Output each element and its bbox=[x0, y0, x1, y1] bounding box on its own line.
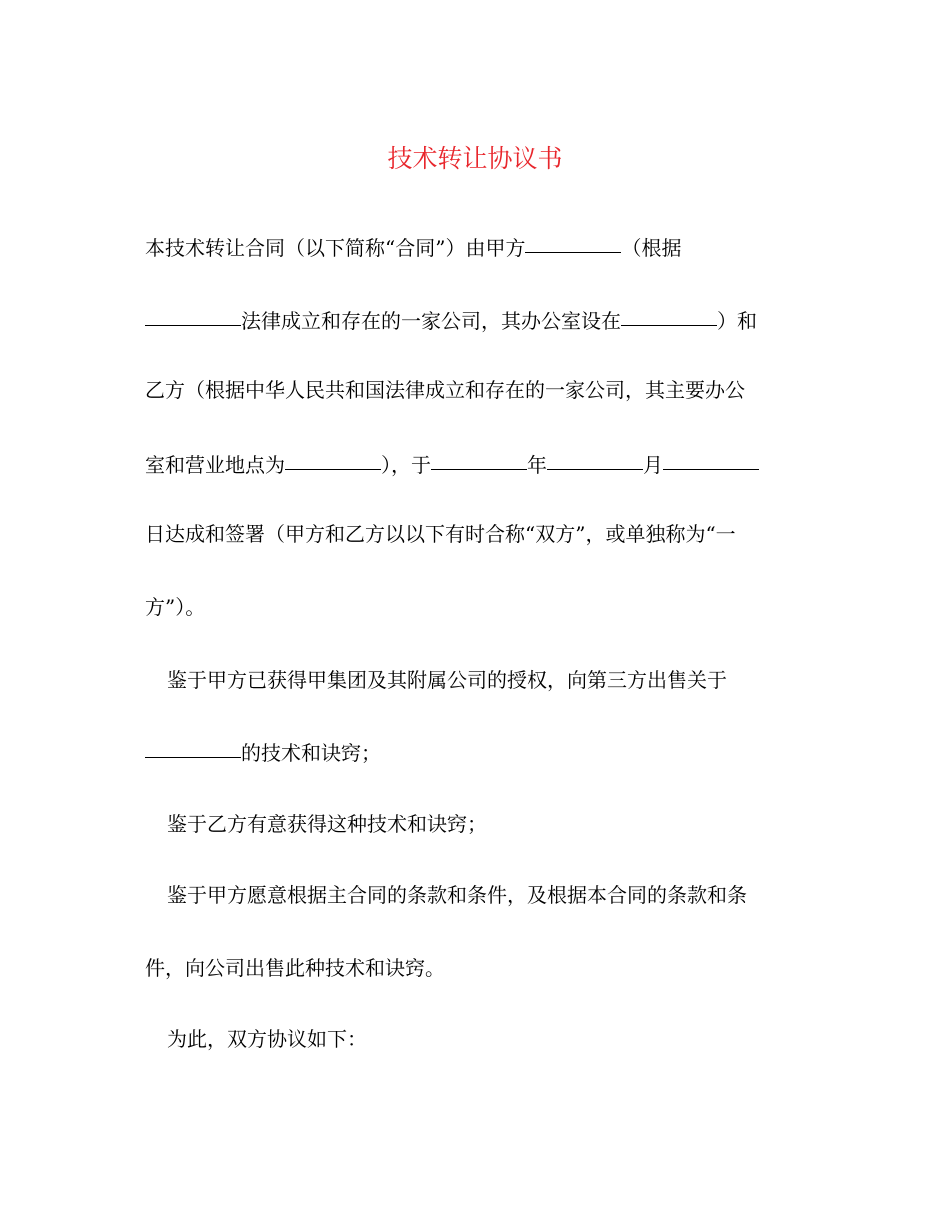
text-segment: 月 bbox=[643, 453, 663, 477]
text-segment: 室和营业地点为 bbox=[145, 453, 285, 477]
paragraph-line-8 bbox=[145, 731, 805, 771]
text-segment: 的技术和诀窍； bbox=[241, 741, 381, 765]
fill-in-blank-year[interactable] bbox=[431, 443, 527, 470]
paragraph-line-7: 鉴于甲方已获得甲集团及其附属公司的授权，向第三方出售关于 bbox=[167, 668, 727, 692]
paragraph-line-2 bbox=[145, 299, 805, 339]
paragraph-line-11: 件，向公司出售此种技术和诀窍。 bbox=[145, 956, 445, 980]
fill-in-blank-technology[interactable] bbox=[145, 731, 241, 758]
paragraph-line-9: 鉴于乙方有意获得这种技术和诀窍； bbox=[167, 812, 487, 836]
text-segment: ），于 bbox=[381, 453, 431, 477]
paragraph-line-3: 乙方（根据中华人民共和国法律成立和存在的一家公司，其主要办公 bbox=[145, 378, 745, 402]
paragraph-line-5: 日达成和签署（甲方和乙方以以下有时合称“双方”，或单独称为“一 bbox=[145, 522, 736, 546]
fill-in-blank-jurisdiction[interactable] bbox=[145, 299, 241, 326]
paragraph-line-4 bbox=[145, 443, 805, 483]
paragraph-line-1 bbox=[145, 226, 805, 266]
text-segment: 本技术转让合同（以下简称“合同”）由甲方 bbox=[145, 236, 526, 260]
paragraph-line-6: 方”）。 bbox=[145, 595, 206, 619]
document-title: 技术转让协议书 bbox=[387, 144, 563, 173]
fill-in-blank-party-a[interactable] bbox=[525, 226, 621, 253]
fill-in-blank-day[interactable] bbox=[663, 443, 759, 470]
paragraph-line-12: 为此，双方协议如下： bbox=[167, 1027, 367, 1051]
text-segment: ）和 bbox=[717, 309, 757, 333]
fill-in-blank-office-address[interactable] bbox=[621, 299, 717, 326]
fill-in-blank-business-address[interactable] bbox=[285, 443, 381, 470]
text-segment: 年 bbox=[527, 453, 547, 477]
paragraph-line-10: 鉴于甲方愿意根据主合同的条款和条件，及根据本合同的条款和条 bbox=[167, 883, 747, 907]
text-segment: 法律成立和存在的一家公司，其办公室设在 bbox=[241, 309, 621, 333]
fill-in-blank-month[interactable] bbox=[547, 443, 643, 470]
text-segment: （根据 bbox=[621, 236, 682, 260]
